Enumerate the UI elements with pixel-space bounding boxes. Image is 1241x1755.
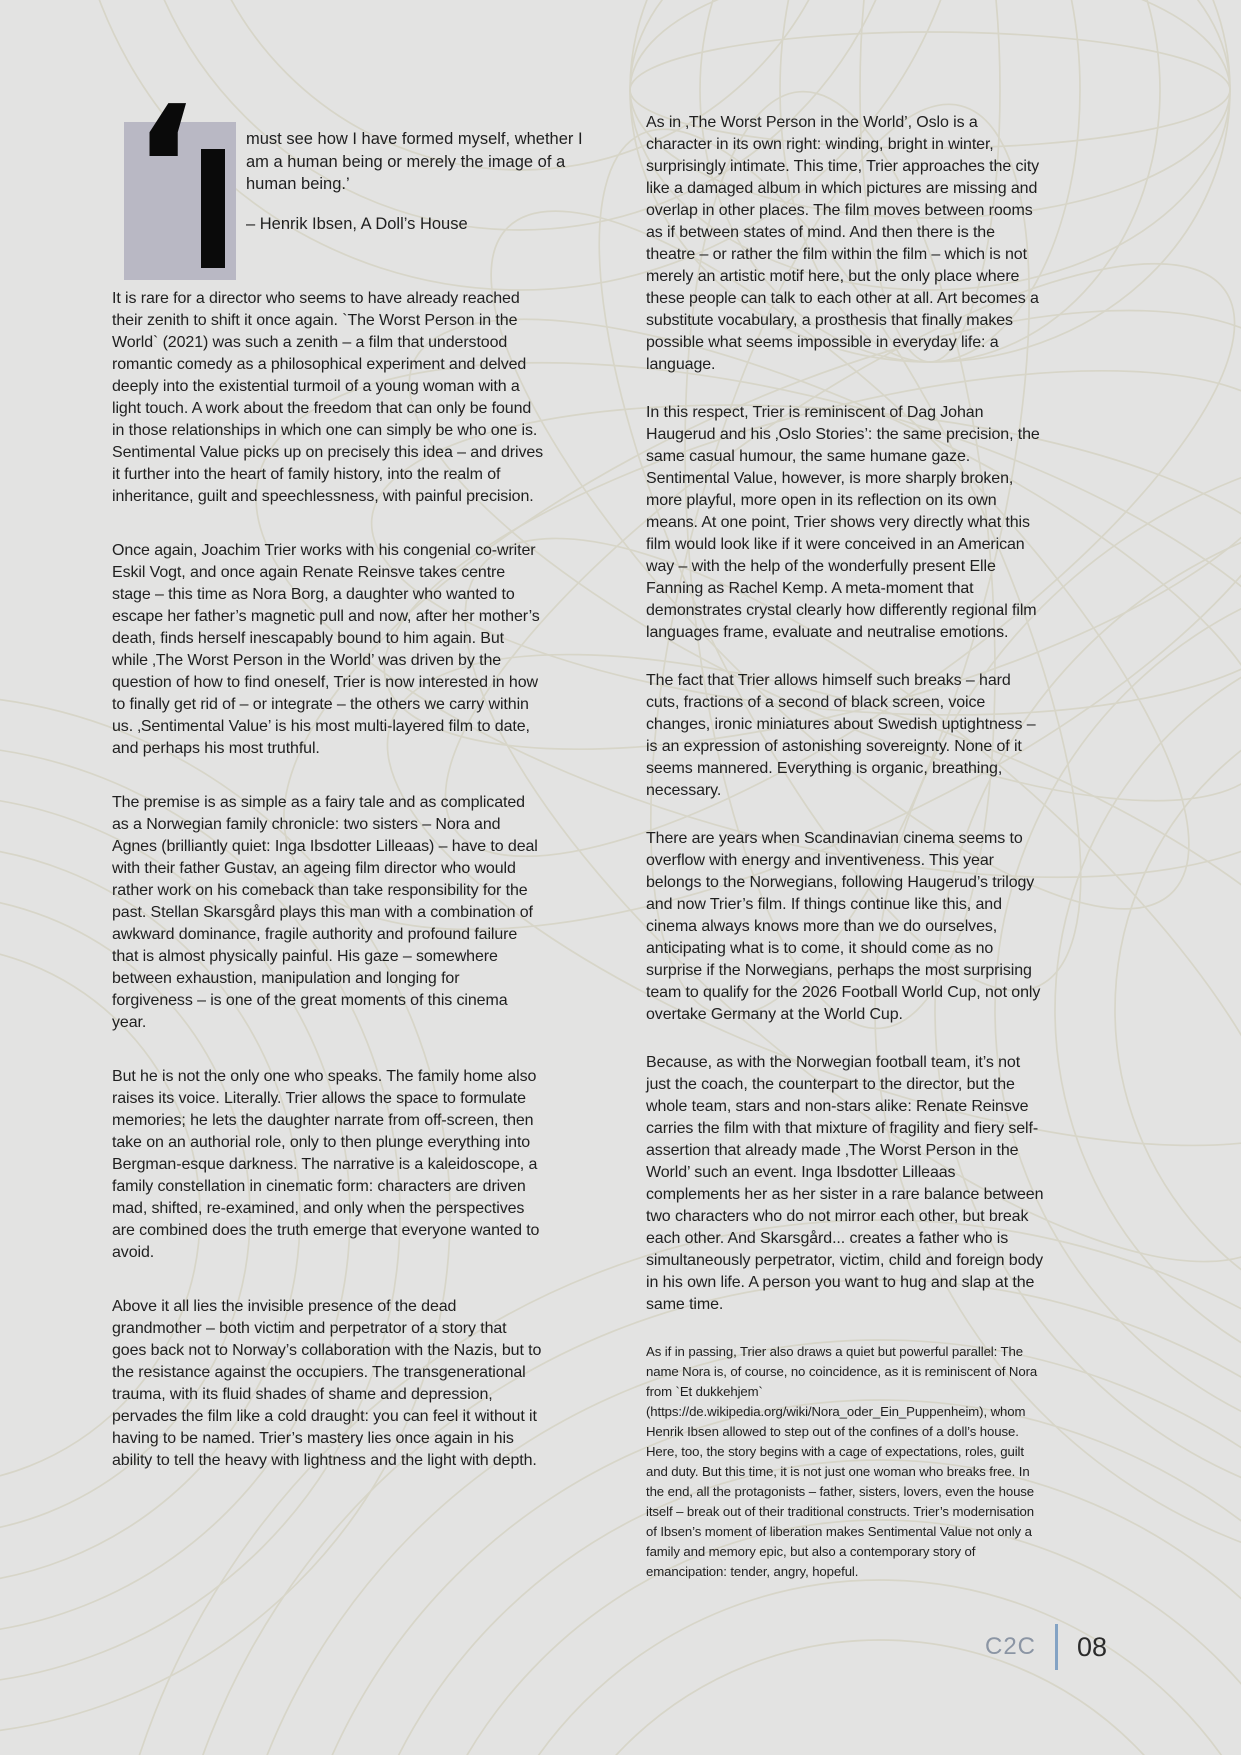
dropcap-letter-i <box>201 149 225 268</box>
quote-text: must see how I have formed myself, whether I am a human being or merely the image of a human being.’ <box>246 130 583 193</box>
opening-quote <box>246 128 598 235</box>
quote-attribution: – Henrik Ibsen, A Doll’s House <box>246 214 468 233</box>
brand-label: C2C <box>985 1633 1037 1660</box>
footer-divider <box>1055 1624 1058 1670</box>
paragraph: The premise is as simple as a fairy tale and as complicated as a Norwegian family chronicle: two sisters – Nora and Agnes (brilliantly quiet: Inga Ibsdotter Lilleaas) – have to deal with their father Gustav, an ageing film director who would rather work on his comeback than take responsibility for the past. Stellan Skarsgård plays this man with a combination of awkward dominance, fragile authority and profound failure that is almost physically painful. His gaze – somewhere between exhaustion, manipulation and longing for forgiveness – is one of the great moments of this cinema year. <box>112 794 538 1031</box>
paragraph: There are years when Scandinavian cinema seems to overflow with energy and inventiveness. This year belongs to the Norwegians, following Haugerud’s trilogy and now Trier’s film. If things continue like this, and cinema always knows more than we do ourselves, anticipating what is to come, it should come as no surprise if the Norwegians, perhaps the most surprising team to qualify for the 2026 Football World Cup, not only overtake Germany at the World Cup. <box>646 830 1041 1023</box>
page-footer <box>985 1624 1107 1670</box>
dropcap-block <box>124 70 236 280</box>
paragraph: In this respect, Trier is reminiscent of Dag Johan Haugerud and his ‚Oslo Stories’: the same precision, the same casual humour, the same humane gaze. Sentimental Value, however, is more sharply broken, more playful, more open in its reflection on its own means. At one point, Trier shows very directly what this film would look like if it were conceived in an American way – with the help of the wonderfully present Elle Fanning as Rachel Kemp. A meta-moment that demonstrates crystal clearly how differently regional film languages frame, evaluate and neutralise emotions. <box>646 404 1040 641</box>
article-right-column <box>646 112 1044 1582</box>
paragraph: As in ‚The Worst Person in the World’, Oslo is a character in its own right: winding, bright in winter, surprisingly intimate. This time, Trier approaches the city like a damaged album in which pictures are missing and overlap in other places. The film moves between rooms as if between states of mind. And then there is the theatre – or rather the film within the film – which is not merely an artistic motif here, but the only place where these people can talk to each other at all. Art becomes a substitute vocabulary, a prosthesis that finally makes possible what seems impossible in everyday life: a language. <box>646 114 1040 373</box>
paragraph: Above it all lies the invisible presence of the dead grandmother – both victim and perpetrator of a story that goes back not to Norway’s collaboration with the Nazis, but to the resistance against the occupiers. The transgenerational trauma, with its fluid shades of shame and depression, pervades the film like a cold draught: you can feel it without it having to be named. Trier’s mastery lies once again in his ability to tell the heavy with lightness and the light with depth. <box>112 1298 542 1469</box>
paragraph: The fact that Trier allows himself such breaks – hard cuts, fractions of a second of black screen, voice changes, ironic miniatures about Swedish uptightness – is an expression of astonishing sovereignty. None of it seems mannered. Everything is organic, breathing, necessary. <box>646 672 1036 799</box>
paragraph: Because, as with the Norwegian football team, it’s not just the coach, the counterpart to the director, but the whole team, stars and non-stars alike: Renate Reinsve carries the film with that mixture of fragility and fiery self-assertion that already made ‚The Worst Person in the World’ such an event. Inga Ibsdotter Lilleaas complements her as her sister in a rare balance between two characters who do not mirror each other, but break each other. And Skarsgård... creates a father who is simultaneously perpetrator, victim, child and foreign body in his own life. A person you want to hug and slap at the same time. <box>646 1054 1044 1313</box>
page-number: 08 <box>1077 1631 1108 1662</box>
paragraph: But he is not the only one who speaks. The family home also raises its voice. Literally. Trier allows the space to formulate memories; he lets the daughter narrate from off-screen, then take on an authorial role, only to then plunge everything into Bergman-esque darkness. The narrative is a kaleidoscope, a family constellation in cinematic form: characters are driven mad, shifted, re-examined, and only when the perspectives are combined does the truth emerge that everyone wanted to avoid. <box>112 1068 540 1261</box>
paragraph: Once again, Joachim Trier works with his congenial co-writer Eskil Vogt, and once again Renate Reinsve takes centre stage – this time as Nora Borg, a daughter who wanted to escape her father’s magnetic pull and now, after her mother’s death, finds herself inescapably bound to him again. But while ‚The Worst Person in the World’ was driven by the question of how to find oneself, Trier is now interested in how to finally get rid of – or integrate – the others we carry within us. ‚Sentimental Value’ is his most multi-layered film to date, and perhaps his most truthful. <box>112 542 540 757</box>
article-left-column <box>112 288 544 1504</box>
footnote-paragraph: As if in passing, Trier also draws a quiet but powerful parallel: The name Nora is, of course, no coincidence, as it is reminiscent of Nora from `Et dukkehjem` (https://de.wikipedia.org/wiki/Nora_oder_Ein_Puppenheim), whom Henrik Ibsen allowed to step out of the confines of a doll’s house. Here, too, the story begins with a cage of expectations, roles, guilt and duty. But this time, it is not just one woman who breaks free. In the end, all the protagonists – father, sisters, lovers, even the house itself – break out of their traditional constructs. Trier’s modernisation of Ibsen’s moment of liberation makes Sentimental Value not only a family and memory epic, but also a contemporary story of emancipation: tender, angry, hopeful. <box>646 1344 1038 1579</box>
dropcap-quote-mark: ‘ <box>132 70 197 268</box>
paragraph: It is rare for a director who seems to have already reached their zenith to shift it once again. `The Worst Person in the World` (2021) was such a zenith – a film that understood romantic comedy as a philosophical experiment and delved deeply into the existential turmoil of a young woman with a light touch. A work about the freedom that can only be found in those relationships in which one can simply be who one is. Sentimental Value picks up on precisely this idea – and drives it further into the heart of family history, into the realm of inheritance, guilt and speechlessness, with painful precision. <box>112 290 544 505</box>
